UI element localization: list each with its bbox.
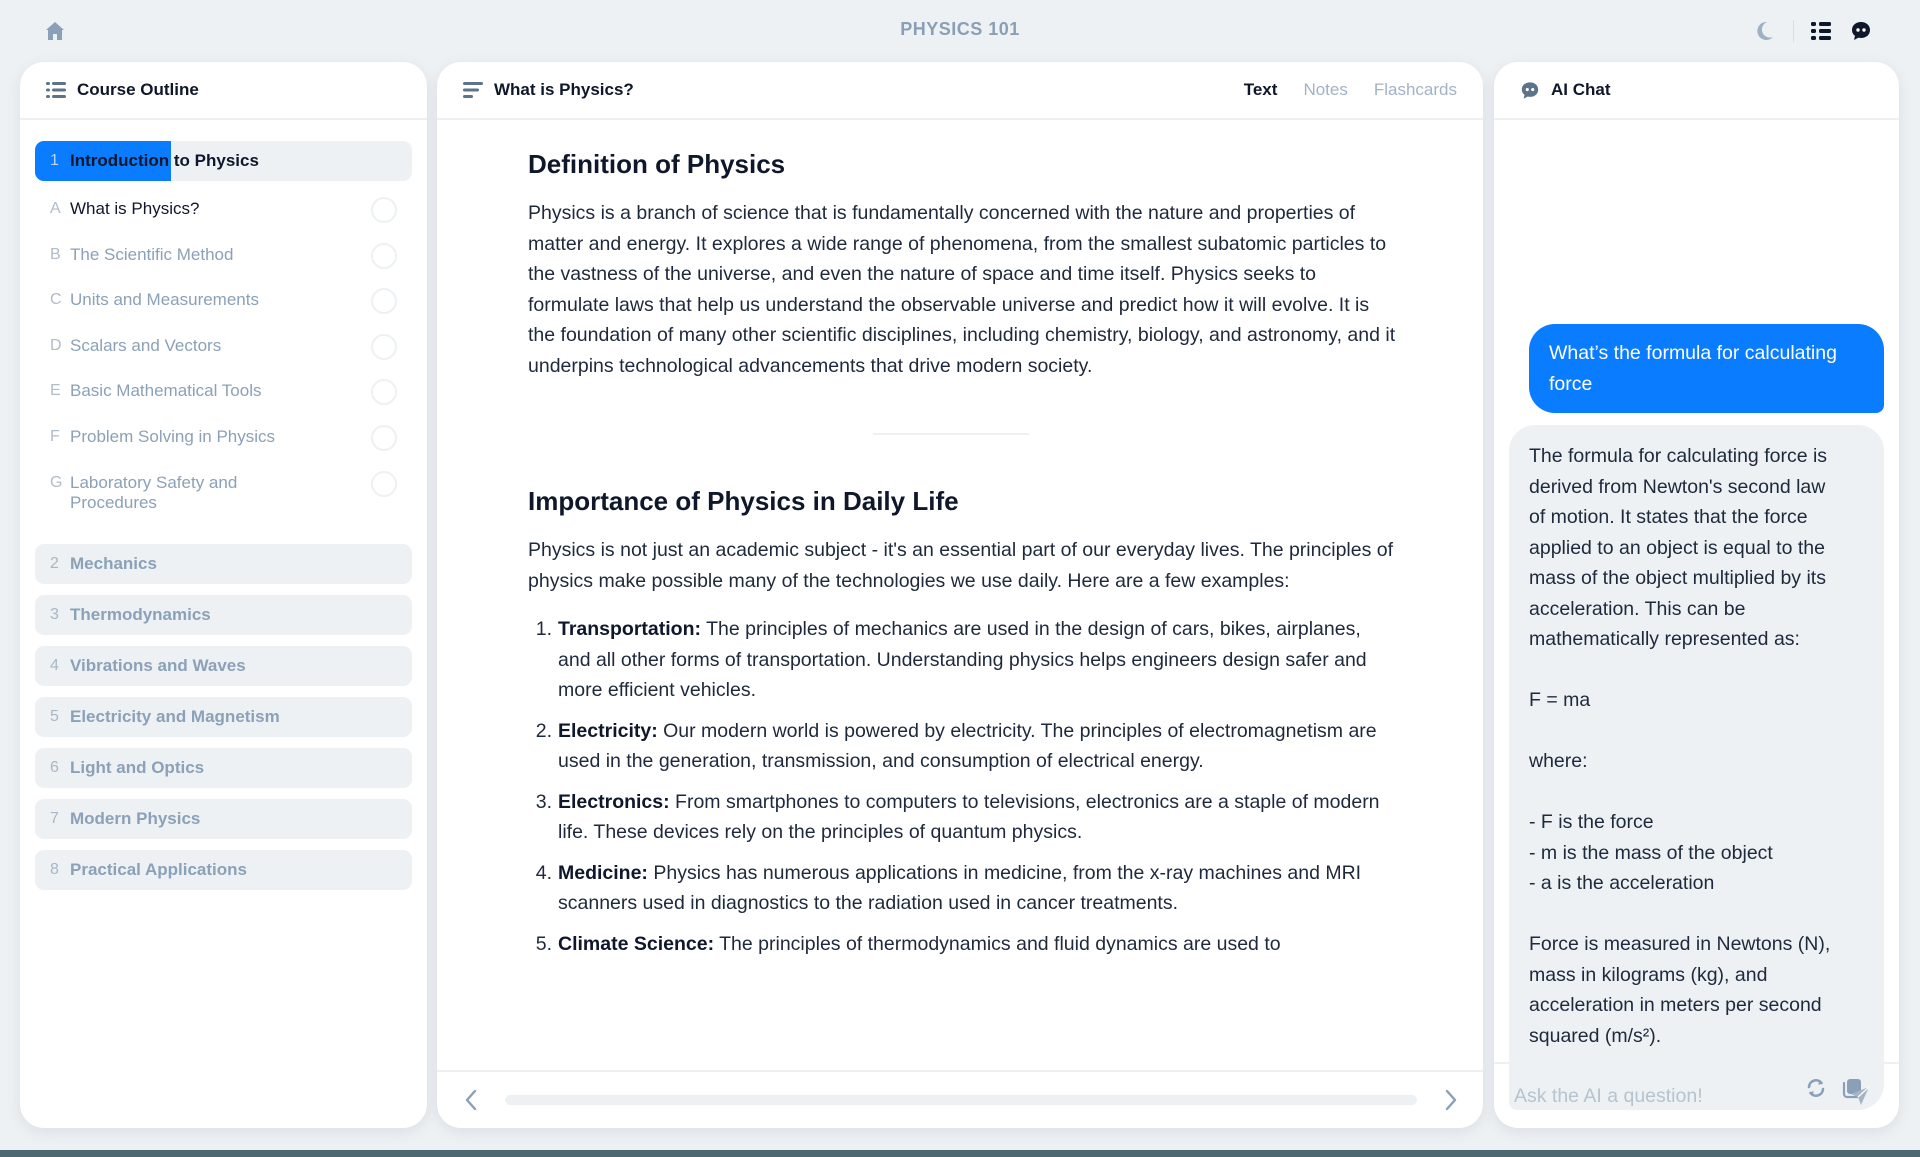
outline-title: Course Outline [77, 80, 199, 99]
lesson-complete-checkbox[interactable] [371, 379, 397, 405]
lesson-progress-track[interactable] [505, 1095, 1417, 1105]
lesson-label: The Scientific Method [70, 244, 234, 264]
toolbar-divider [1793, 20, 1794, 42]
section-divider [873, 433, 1029, 435]
list-icon [46, 80, 66, 100]
assistant-line: F = ma [1529, 689, 1591, 711]
send-icon [1849, 1085, 1871, 1107]
module-number: 6 [50, 758, 59, 776]
outline-header [20, 62, 427, 120]
chat-title: AI Chat [1551, 80, 1611, 99]
module-practical-applications[interactable] [35, 850, 412, 890]
chat-bubble-icon [1850, 20, 1872, 42]
module-label: Electricity and Magnetism [70, 706, 280, 726]
section-importance [528, 485, 1398, 959]
lesson-complete-checkbox[interactable] [371, 288, 397, 314]
list-term: Electronics: [558, 790, 670, 813]
assistant-line: The formula for calculating force is [1529, 445, 1828, 467]
module-thermodynamics[interactable] [35, 595, 412, 635]
lesson-what-is-physics[interactable] [35, 192, 412, 238]
chat-header [1494, 62, 1899, 120]
previous-lesson-button[interactable] [459, 1088, 483, 1112]
tab-text[interactable]: Text [1243, 80, 1278, 99]
lesson-complete-checkbox[interactable] [371, 425, 397, 451]
tab-flashcards[interactable]: Flashcards [1373, 80, 1457, 99]
grid-list-icon [1810, 21, 1832, 41]
list-item [528, 614, 1398, 706]
assistant-line: Force is measured in Newtons (N), [1529, 933, 1831, 955]
list-term: Transportation: [558, 618, 702, 640]
dark-mode-toggle[interactable] [1751, 18, 1777, 44]
bottom-strip [0, 1150, 1920, 1157]
section-heading: Importance of Physics in Daily Life [528, 486, 959, 516]
section-definition [528, 148, 1398, 381]
list-term: Electricity: [558, 719, 658, 742]
assistant-message [1509, 425, 1884, 1110]
lesson-letter: G [50, 473, 63, 491]
module-label: Vibrations and Waves [70, 655, 246, 675]
list-number: 4. [535, 861, 552, 884]
list-text: Our modern world is powered by electricity. The principles of electromagnetism are used in the generation, transmission, and consumption of electrical energy. [558, 719, 1377, 772]
lesson-letter: E [50, 382, 61, 400]
lesson-letter: F [50, 427, 60, 445]
view-tabs [1244, 80, 1457, 100]
reader-header [437, 62, 1483, 120]
lesson-label: Scalars and Vectors [70, 335, 222, 355]
list-item [528, 929, 1398, 960]
module-number: 5 [50, 707, 59, 725]
lesson-list [35, 192, 412, 522]
assistant-line: mathematically represented as: [1529, 628, 1800, 650]
app-title: PHYSICS 101 [900, 19, 1020, 39]
section-heading: Definition of Physics [528, 149, 786, 179]
module-label: Modern Physics [70, 808, 201, 828]
module-number: 3 [50, 605, 59, 623]
lesson-label: Basic Mathematical Tools [70, 381, 262, 401]
module-label: Light and Optics [70, 757, 205, 777]
next-lesson-button[interactable] [1439, 1088, 1463, 1112]
outline-list [20, 120, 427, 890]
assistant-line: mass of the object multiplied by its [1529, 567, 1826, 589]
assistant-line [1529, 777, 1864, 808]
list-number: 1. [535, 618, 552, 640]
outline-toggle-button[interactable] [1808, 18, 1834, 44]
module-number: 7 [50, 809, 59, 827]
lesson-letter: B [50, 245, 61, 263]
chat-input[interactable] [1514, 1085, 1847, 1108]
module-label: Practical Applications [70, 859, 247, 879]
assistant-line: applied to an object is equal to the [1529, 536, 1825, 559]
module-introduction-to-physics[interactable] [35, 141, 412, 181]
assistant-line [1529, 716, 1864, 747]
module-modern-physics[interactable] [35, 799, 412, 839]
lesson-problem-solving[interactable] [35, 420, 412, 466]
chat-toggle-button[interactable] [1848, 18, 1874, 44]
text-lines-icon [463, 80, 483, 100]
list-term: Medicine: [558, 861, 648, 884]
module-label: Mechanics [70, 553, 157, 573]
assistant-line: - a is the acceleration [1529, 872, 1715, 894]
top-bar [0, 0, 1920, 62]
list-text: Physics has numerous applications in medicine, from the x-ray machines and MRI scanners used in diagnostics to the radiation used in cancer treatments. [558, 861, 1362, 914]
module-light-and-optics[interactable] [35, 748, 412, 788]
lesson-scalars-and-vectors[interactable] [35, 329, 412, 375]
send-button[interactable] [1847, 1083, 1873, 1109]
lesson-scientific-method[interactable] [35, 238, 412, 284]
assistant-line: squared (m/s²). [1529, 1024, 1662, 1047]
module-label: Thermodynamics [70, 604, 211, 624]
reader-footer [437, 1070, 1483, 1128]
lesson-label: Problem Solving in Physics [70, 426, 276, 446]
lesson-letter: C [50, 291, 62, 309]
lesson-letter: D [50, 336, 62, 354]
moon-icon [1753, 20, 1775, 42]
lesson-basic-mathematical-tools[interactable] [35, 374, 412, 420]
assistant-line: acceleration in meters per second [1529, 994, 1822, 1016]
lesson-label: What is Physics? [70, 199, 200, 218]
lesson-complete-checkbox[interactable] [371, 334, 397, 360]
assistant-line: - m is the mass of the object [1529, 841, 1773, 864]
lesson-units-and-measurements[interactable] [35, 283, 412, 329]
list-item [528, 716, 1398, 777]
module-number: 1 [50, 152, 59, 169]
list-term: Climate Science: [558, 932, 715, 955]
lesson-complete-checkbox[interactable] [371, 197, 397, 223]
lesson-letter: A [50, 200, 61, 217]
module-electricity-and-magnetism[interactable] [35, 697, 412, 737]
assistant-line [1529, 899, 1864, 930]
lesson-laboratory-safety[interactable] [35, 466, 412, 522]
lesson-label: Laboratory Safety and Procedures [70, 472, 238, 512]
tab-notes[interactable]: Notes [1303, 80, 1348, 99]
list-item [528, 858, 1398, 919]
module-number: 2 [50, 554, 59, 572]
list-text: The principles of mechanics are used in the design of cars, bikes, airplanes, and all other forms of transportation. Understanding physics helps engineers design safer and more efficient vehicles. [558, 618, 1367, 701]
list-number: 2. [535, 719, 552, 742]
lesson-reader-panel [437, 62, 1483, 1128]
examples-list [528, 614, 1398, 959]
assistant-line: of motion. It states that the force [1529, 506, 1808, 528]
lesson-content[interactable] [437, 122, 1483, 1070]
section-paragraph: Physics is not just an academic subject - it's an essential part of our everyday lives. The principles of physics make possible many of the technologies we use daily. Here are a few examples: [528, 539, 1394, 592]
chat-bubble-icon [1520, 80, 1540, 100]
assistant-line: - F is the force [1529, 811, 1654, 833]
module-vibrations-and-waves[interactable] [35, 646, 412, 686]
lesson-complete-checkbox[interactable] [371, 243, 397, 269]
assistant-line: acceleration. This can be [1529, 597, 1746, 620]
ai-chat-panel [1494, 62, 1899, 1128]
course-outline-panel [20, 62, 427, 1128]
list-number: 3. [535, 790, 552, 813]
list-number: 5. [535, 932, 552, 955]
lesson-complete-checkbox[interactable] [371, 471, 397, 497]
list-text: The principles of thermodynamics and fluid dynamics are used to [714, 932, 1281, 955]
list-item [528, 787, 1398, 848]
section-paragraph: Physics is a branch of science that is fundamentally concerned with the nature and properties of matter and energy. It explores a wide range of phenomena, from the smallest subatomic particles to the vastness of the universe, and even the nature of space and time itself. Physics seeks to formulate laws that help us understand the observable universe and predict how it will evolve. It is the foundation of many other scientific disciplines, including chemistry, biology, and astronomy, and it underpins technological advancements that drive modern society. [528, 202, 1396, 377]
assistant-line: mass in kilograms (kg), and [1529, 963, 1768, 986]
user-message: What’s the formula for calculating force [1529, 324, 1884, 413]
lesson-title: What is Physics? [494, 80, 634, 99]
lesson-label: Units and Measurements [70, 290, 259, 310]
chevron-left-icon [464, 1089, 478, 1111]
module-number: 8 [50, 860, 59, 878]
top-actions [1751, 18, 1874, 44]
assistant-line [1529, 655, 1864, 686]
list-text: From smartphones to computers to televisions, electronics are a staple of modern life. These devices rely on the principles of quantum physics. [558, 790, 1380, 843]
chevron-right-icon [1444, 1089, 1458, 1111]
assistant-line: where: [1529, 750, 1588, 772]
module-number: 4 [50, 656, 59, 674]
module-label: Introduction to Physics [70, 151, 259, 170]
module-mechanics[interactable] [35, 544, 412, 584]
chat-messages[interactable] [1494, 122, 1899, 1062]
assistant-line: derived from Newton's second law [1529, 475, 1826, 498]
chat-input-row [1494, 1062, 1899, 1128]
